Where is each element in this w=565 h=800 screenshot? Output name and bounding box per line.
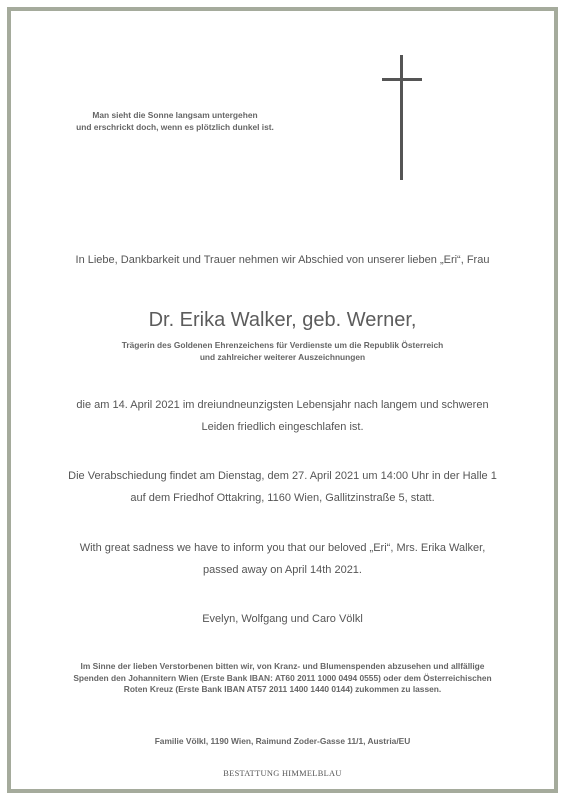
motto-quote <box>40 109 310 133</box>
family-address: Familie Völkl, 1190 Wien, Raimund Zoder-Gasse 11/1, Austria/EU <box>154 736 411 746</box>
death-notice-line-1: die am 14. April 2021 im dreiundneunzigsten Lebensjahr nach langem und schweren <box>76 399 489 411</box>
undertaker-name: BESTATTUNG HIMMELBLAU <box>223 769 342 778</box>
english-line-2: passed away on April 14th 2021. <box>202 564 362 576</box>
english-line-1: With great sadness we have to inform you that our beloved „Eri“, Mrs. Erika Walker, <box>79 542 486 554</box>
farewell-line-1: Die Verabschiedung findet am Dienstag, dem 27. April 2021 um 14:00 Uhr in der Halle 1 <box>68 470 497 482</box>
intro-text: In Liebe, Dankbarkeit und Trauer nehmen wir Abschied von unserer lieben „Eri“, Frau <box>75 254 490 266</box>
farewell-line-2: auf dem Friedhof Ottakring, 1160 Wien, Gallitzinstraße 5, statt. <box>130 492 435 504</box>
motto-line-1: Man sieht die Sonne langsam untergehen <box>92 110 258 120</box>
honor-line-1: Trägerin des Goldenen Ehrenzeichens für Verdienste um die Republik Österreich <box>121 340 444 350</box>
death-notice-line-2: Leiden friedlich eingeschlafen ist. <box>201 421 364 433</box>
family-names: Evelyn, Wolfgang und Caro Völkl <box>202 613 363 625</box>
donation-line-2: Spenden den Johannitern Wien (Erste Bank IBAN: AT60 2011 1000 0494 0555) oder dem Österreichischen <box>73 672 492 683</box>
farewell-notice <box>30 465 535 509</box>
donation-line-3: Roten Kreuz (Erste Bank IBAN AT57 2011 1400 1440 0144) zukommen zu lassen. <box>123 684 442 694</box>
death-notice <box>30 394 535 438</box>
honor-line-2: und zahlreicher weiterer Auszeichnungen <box>199 351 366 362</box>
cross-icon <box>400 55 403 180</box>
honor-text <box>30 340 535 363</box>
deceased-name: Dr. Erika Walker, geb. Werner, <box>148 309 417 331</box>
donation-request <box>30 661 535 696</box>
cross-icon-bar <box>382 78 422 81</box>
motto-line-2: und erschrickt doch, wenn es plötzlich dunkel ist. <box>76 122 274 132</box>
english-notice <box>30 537 535 581</box>
donation-line-1: Im Sinne der lieben Verstorbenen bitten wir, von Kranz- und Blumenspenden abzusehen und allfällige <box>80 661 485 671</box>
